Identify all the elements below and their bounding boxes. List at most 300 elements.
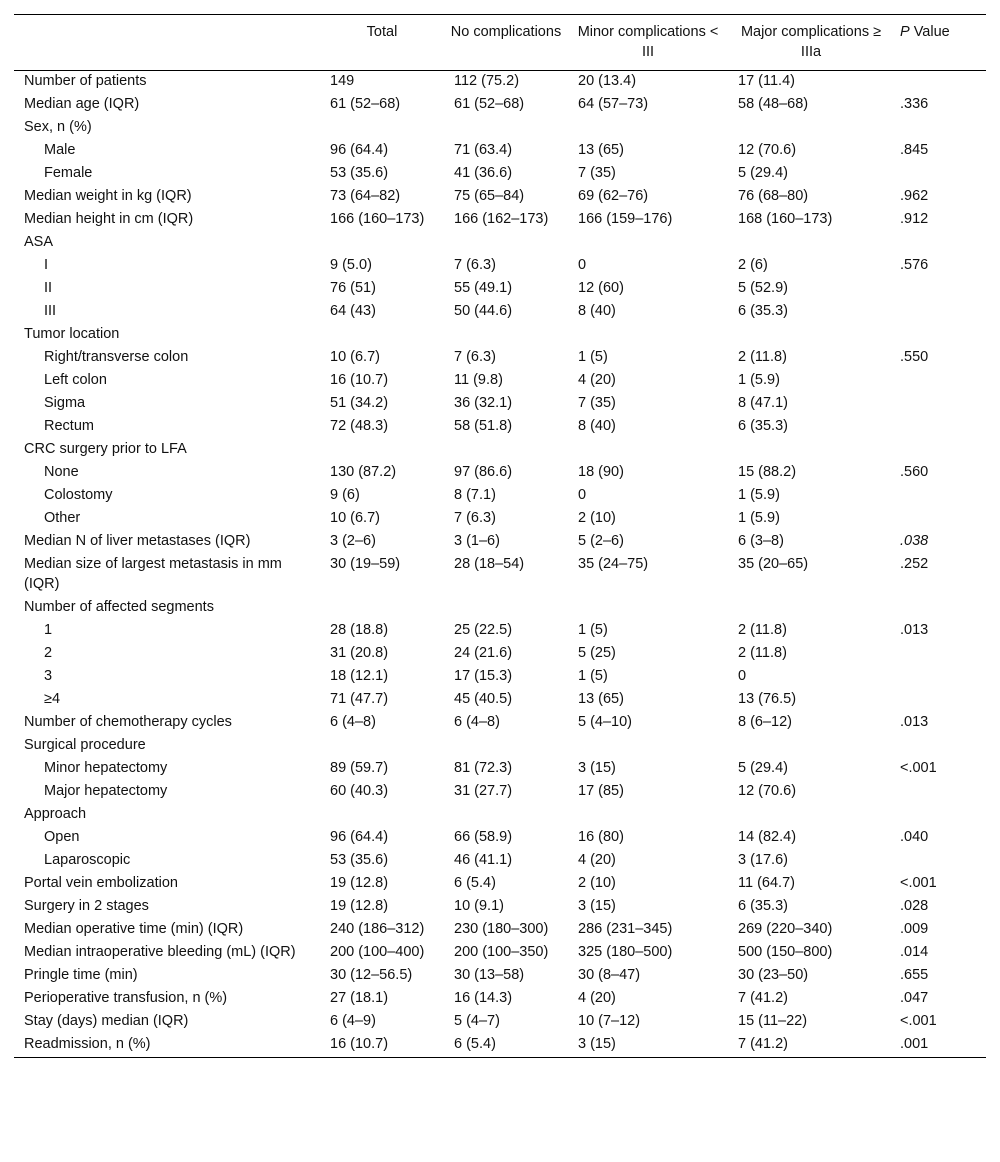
cell-p-value <box>894 163 986 186</box>
table-row <box>14 712 986 735</box>
cell-p-value <box>894 485 986 508</box>
header-p-word: Value <box>913 24 950 40</box>
row-label: 3 <box>44 668 53 684</box>
cell-no-complications: 7 (6.3) <box>454 257 496 273</box>
cell-minor-complications: 13 (65) <box>578 142 624 158</box>
cell-major-complications: 5 (29.4) <box>738 760 788 776</box>
cell-minor-complications: 13 (65) <box>578 691 624 707</box>
cell-major-complications: 6 (35.3) <box>738 303 788 319</box>
cell-p-value <box>894 278 986 301</box>
row-label: Median size of largest metastasis in mm (IQR) <box>24 556 282 592</box>
cell-no-complications: 61 (52–68) <box>454 96 525 112</box>
cell-major-complications: 269 (220–340) <box>738 921 833 937</box>
cell-major-complications: 13 (76.5) <box>738 691 797 707</box>
cell-p-value: .252 <box>900 556 929 572</box>
header-label <box>14 15 320 71</box>
cell-minor-complications: 5 (4–10) <box>578 714 633 730</box>
cell-no-complications: 28 (18–54) <box>454 556 525 572</box>
cell-total: 89 (59.7) <box>330 760 389 776</box>
table-row <box>14 965 986 988</box>
cell-minor-complications <box>568 804 728 827</box>
cell-no-complications: 24 (21.6) <box>454 645 513 661</box>
row-label: III <box>44 303 57 319</box>
table-row <box>14 416 986 439</box>
cell-minor-complications <box>568 735 728 758</box>
row-label: Tumor location <box>24 326 120 342</box>
cell-minor-complications: 7 (35) <box>578 165 616 181</box>
cell-p-value <box>894 781 986 804</box>
cell-no-complications: 45 (40.5) <box>454 691 513 707</box>
cell-minor-complications <box>568 117 728 140</box>
cell-major-complications: 15 (11–22) <box>738 1013 808 1029</box>
row-label: II <box>44 280 53 296</box>
cell-total: 96 (64.4) <box>330 142 389 158</box>
cell-major-complications: 6 (35.3) <box>738 898 788 914</box>
cell-no-complications: 17 (15.3) <box>454 668 513 684</box>
cell-major-complications: 15 (88.2) <box>738 464 797 480</box>
cell-major-complications: 0 <box>738 668 747 684</box>
row-label: Readmission, n (%) <box>24 1036 151 1052</box>
cell-minor-complications: 69 (62–76) <box>578 188 649 204</box>
cell-major-complications: 6 (3–8) <box>738 533 784 549</box>
cell-no-complications: 166 (162–173) <box>454 211 549 227</box>
table-row <box>14 301 986 324</box>
cell-total <box>320 324 444 347</box>
table-row <box>14 850 986 873</box>
cell-no-complications: 5 (4–7) <box>454 1013 500 1029</box>
cell-major-complications: 7 (41.2) <box>738 1036 788 1052</box>
cell-major-complications: 168 (160–173) <box>738 211 833 227</box>
row-label: Median operative time (min) (IQR) <box>24 921 244 937</box>
row-label: Colostomy <box>44 487 113 503</box>
row-label: Surgical procedure <box>24 737 146 753</box>
row-label: 1 <box>44 622 53 638</box>
cell-major-complications: 5 (52.9) <box>738 280 788 296</box>
cell-no-complications <box>444 117 568 140</box>
cell-total: 149 <box>330 73 355 89</box>
row-label: Right/transverse colon <box>44 349 189 365</box>
row-label: Laparoscopic <box>44 852 131 868</box>
cell-minor-complications: 20 (13.4) <box>578 73 637 89</box>
cell-no-complications: 230 (180–300) <box>454 921 549 937</box>
row-label: Number of chemotherapy cycles <box>24 714 232 730</box>
table-row <box>14 1011 986 1034</box>
cell-no-complications: 16 (14.3) <box>454 990 513 1006</box>
cell-minor-complications: 4 (20) <box>578 990 616 1006</box>
cell-total: 27 (18.1) <box>330 990 389 1006</box>
row-label: Number of patients <box>24 73 147 89</box>
cell-minor-complications: 64 (57–73) <box>578 96 649 112</box>
row-label: Sex, n (%) <box>24 119 92 135</box>
header-no-complications: No complications <box>450 24 562 40</box>
cell-no-complications <box>444 735 568 758</box>
header-row <box>14 15 986 71</box>
cell-p-value <box>894 597 986 620</box>
table-row <box>14 255 986 278</box>
cell-p-value <box>894 416 986 439</box>
cell-no-complications: 46 (41.1) <box>454 852 513 868</box>
cell-total: 18 (12.1) <box>330 668 389 684</box>
cell-minor-complications: 18 (90) <box>578 464 624 480</box>
cell-p-value: .962 <box>900 188 929 204</box>
cell-minor-complications: 325 (180–500) <box>578 944 673 960</box>
cell-minor-complications: 4 (20) <box>578 852 616 868</box>
cell-p-value: .009 <box>900 921 929 937</box>
cell-p-value <box>894 393 986 416</box>
row-label: Median intraoperative bleeding (mL) (IQR) <box>24 944 296 960</box>
cell-p-value <box>894 117 986 140</box>
cell-minor-complications: 16 (80) <box>578 829 624 845</box>
cell-no-complications: 58 (51.8) <box>454 418 513 434</box>
cell-no-complications: 55 (49.1) <box>454 280 513 296</box>
cell-minor-complications: 3 (15) <box>578 1036 616 1052</box>
cell-p-value <box>894 324 986 347</box>
cell-p-value <box>894 439 986 462</box>
cell-major-complications <box>728 735 894 758</box>
cell-p-value: .013 <box>900 622 929 638</box>
row-label: ≥4 <box>44 691 61 707</box>
cell-p-value <box>894 850 986 873</box>
cell-total: 19 (12.8) <box>330 898 389 914</box>
complications-table <box>14 14 986 1058</box>
row-label: Other <box>44 510 81 526</box>
cell-total: 10 (6.7) <box>330 349 380 365</box>
cell-no-complications <box>444 439 568 462</box>
table-row <box>14 232 986 255</box>
row-label: Pringle time (min) <box>24 967 138 983</box>
cell-minor-complications: 5 (25) <box>578 645 616 661</box>
table-row <box>14 988 986 1011</box>
table-row <box>14 942 986 965</box>
header-minor-complications: Minor complications < III <box>577 24 719 60</box>
cell-major-complications <box>728 324 894 347</box>
cell-major-complications: 8 (6–12) <box>738 714 793 730</box>
cell-minor-complications: 7 (35) <box>578 395 616 411</box>
cell-minor-complications: 286 (231–345) <box>578 921 673 937</box>
cell-major-complications: 1 (5.9) <box>738 487 780 503</box>
cell-total: 9 (6) <box>330 487 360 503</box>
cell-major-complications: 1 (5.9) <box>738 372 780 388</box>
cell-total: 73 (64–82) <box>330 188 401 204</box>
cell-no-complications: 41 (36.6) <box>454 165 513 181</box>
cell-total: 96 (64.4) <box>330 829 389 845</box>
header-total: Total <box>366 24 398 40</box>
cell-major-complications: 2 (6) <box>738 257 768 273</box>
cell-total: 19 (12.8) <box>330 875 389 891</box>
cell-p-value <box>894 666 986 689</box>
row-label: CRC surgery prior to LFA <box>24 441 187 457</box>
cell-major-complications: 14 (82.4) <box>738 829 797 845</box>
row-label: Surgery in 2 stages <box>24 898 149 914</box>
cell-no-complications: 97 (86.6) <box>454 464 513 480</box>
header-p-value <box>894 15 986 71</box>
row-label: Left colon <box>44 372 107 388</box>
cell-no-complications: 8 (7.1) <box>454 487 496 503</box>
cell-minor-complications <box>568 324 728 347</box>
table-container <box>14 14 986 1058</box>
table-row <box>14 140 986 163</box>
cell-minor-complications <box>568 232 728 255</box>
cell-major-complications: 8 (47.1) <box>738 395 788 411</box>
cell-no-complications: 25 (22.5) <box>454 622 513 638</box>
cell-p-value: <.001 <box>900 760 937 776</box>
row-label: Sigma <box>44 395 86 411</box>
cell-total: 30 (19–59) <box>330 556 401 572</box>
cell-minor-complications <box>568 439 728 462</box>
cell-major-complications: 1 (5.9) <box>738 510 780 526</box>
table-row <box>14 278 986 301</box>
cell-no-complications: 10 (9.1) <box>454 898 504 914</box>
cell-total: 31 (20.8) <box>330 645 389 661</box>
cell-no-complications: 31 (27.7) <box>454 783 513 799</box>
cell-total <box>320 439 444 462</box>
cell-minor-complications: 1 (5) <box>578 668 608 684</box>
cell-p-value <box>894 301 986 324</box>
cell-no-complications: 66 (58.9) <box>454 829 513 845</box>
header-major-complications: Major complications ≥ IIIa <box>740 24 882 60</box>
cell-no-complications: 112 (75.2) <box>454 73 520 89</box>
table-row <box>14 689 986 712</box>
row-label: 2 <box>44 645 53 661</box>
cell-minor-complications: 0 <box>578 487 587 503</box>
cell-major-complications: 12 (70.6) <box>738 142 797 158</box>
row-label: Median height in cm (IQR) <box>24 211 194 227</box>
row-label: None <box>44 464 79 480</box>
row-label: Open <box>44 829 80 845</box>
cell-minor-complications: 17 (85) <box>578 783 624 799</box>
cell-major-complications: 58 (48–68) <box>738 96 809 112</box>
cell-minor-complications: 166 (159–176) <box>578 211 673 227</box>
cell-total <box>320 117 444 140</box>
cell-total: 6 (4–8) <box>330 714 376 730</box>
cell-no-complications: 3 (1–6) <box>454 533 500 549</box>
table-body <box>14 71 986 1058</box>
cell-p-value: .014 <box>900 944 929 960</box>
cell-major-complications <box>728 117 894 140</box>
row-label: Median weight in kg (IQR) <box>24 188 192 204</box>
cell-total: 60 (40.3) <box>330 783 389 799</box>
row-label: ASA <box>24 234 54 250</box>
cell-total <box>320 232 444 255</box>
cell-minor-complications: 8 (40) <box>578 303 616 319</box>
cell-p-value <box>894 689 986 712</box>
cell-no-complications: 81 (72.3) <box>454 760 513 776</box>
row-label: Male <box>44 142 76 158</box>
cell-major-complications: 3 (17.6) <box>738 852 788 868</box>
table-row <box>14 485 986 508</box>
cell-major-complications <box>728 232 894 255</box>
table-row <box>14 439 986 462</box>
table-row <box>14 1034 986 1058</box>
cell-p-value: <.001 <box>900 1013 937 1029</box>
cell-total: 30 (12–56.5) <box>330 967 413 983</box>
cell-no-complications <box>444 324 568 347</box>
cell-total: 130 (87.2) <box>330 464 397 480</box>
cell-total: 6 (4–9) <box>330 1013 376 1029</box>
cell-total: 166 (160–173) <box>330 211 425 227</box>
table-row <box>14 347 986 370</box>
row-label: Portal vein embolization <box>24 875 178 891</box>
cell-p-value: .336 <box>900 96 929 112</box>
cell-p-value: .550 <box>900 349 929 365</box>
cell-p-value <box>894 508 986 531</box>
table-row <box>14 94 986 117</box>
cell-no-complications: 75 (65–84) <box>454 188 525 204</box>
cell-total: 51 (34.2) <box>330 395 389 411</box>
cell-major-complications: 76 (68–80) <box>738 188 809 204</box>
cell-total: 10 (6.7) <box>330 510 380 526</box>
cell-no-complications: 11 (9.8) <box>454 372 503 388</box>
cell-minor-complications: 1 (5) <box>578 622 608 638</box>
cell-total: 64 (43) <box>330 303 376 319</box>
cell-major-complications: 500 (150–800) <box>738 944 833 960</box>
cell-no-complications <box>444 804 568 827</box>
cell-no-complications: 6 (5.4) <box>454 875 496 891</box>
cell-p-value <box>894 804 986 827</box>
table-row <box>14 735 986 758</box>
cell-total: 71 (47.7) <box>330 691 389 707</box>
cell-total: 200 (100–400) <box>330 944 425 960</box>
cell-p-value <box>894 735 986 758</box>
row-label: Female <box>44 165 93 181</box>
cell-total: 72 (48.3) <box>330 418 389 434</box>
row-label: Major hepatectomy <box>44 783 168 799</box>
cell-major-complications: 2 (11.8) <box>738 349 787 365</box>
cell-total: 9 (5.0) <box>330 257 372 273</box>
table-row <box>14 531 986 554</box>
table-row <box>14 508 986 531</box>
table-row <box>14 666 986 689</box>
table-row <box>14 554 986 597</box>
cell-p-value: .001 <box>900 1036 929 1052</box>
cell-p-value: .560 <box>900 464 929 480</box>
cell-total: 16 (10.7) <box>330 1036 389 1052</box>
cell-p-value: .845 <box>900 142 929 158</box>
cell-minor-complications: 10 (7–12) <box>578 1013 641 1029</box>
cell-no-complications: 7 (6.3) <box>454 349 496 365</box>
cell-total: 240 (186–312) <box>330 921 425 937</box>
cell-no-complications <box>444 597 568 620</box>
cell-minor-complications: 12 (60) <box>578 280 624 296</box>
cell-total <box>320 735 444 758</box>
table-row <box>14 117 986 140</box>
cell-no-complications: 200 (100–350) <box>454 944 549 960</box>
table-row <box>14 71 986 95</box>
row-label: Number of affected segments <box>24 599 214 615</box>
cell-total: 16 (10.7) <box>330 372 389 388</box>
cell-no-complications: 30 (13–58) <box>454 967 525 983</box>
table-row <box>14 620 986 643</box>
row-label: Rectum <box>44 418 94 434</box>
cell-major-complications: 2 (11.8) <box>738 645 787 661</box>
table-row <box>14 781 986 804</box>
table-row <box>14 163 986 186</box>
table-row <box>14 758 986 781</box>
cell-no-complications: 50 (44.6) <box>454 303 513 319</box>
cell-minor-complications: 30 (8–47) <box>578 967 641 983</box>
cell-major-complications: 2 (11.8) <box>738 622 787 638</box>
cell-p-value: .013 <box>900 714 929 730</box>
row-label: I <box>44 257 49 273</box>
cell-p-value: .040 <box>900 829 929 845</box>
row-label: Perioperative transfusion, n (%) <box>24 990 228 1006</box>
cell-p-value: .047 <box>900 990 929 1006</box>
cell-no-complications: 71 (63.4) <box>454 142 513 158</box>
cell-p-value: .912 <box>900 211 929 227</box>
table-row <box>14 896 986 919</box>
cell-minor-complications: 0 <box>578 257 587 273</box>
cell-major-complications: 6 (35.3) <box>738 418 788 434</box>
table-row <box>14 209 986 232</box>
table-row <box>14 919 986 942</box>
table-row <box>14 804 986 827</box>
cell-total: 28 (18.8) <box>330 622 389 638</box>
cell-p-value: .028 <box>900 898 929 914</box>
cell-total: 61 (52–68) <box>330 96 401 112</box>
row-label: Stay (days) median (IQR) <box>24 1013 189 1029</box>
cell-major-complications <box>728 597 894 620</box>
cell-minor-complications: 4 (20) <box>578 372 616 388</box>
cell-total: 53 (35.6) <box>330 852 389 868</box>
cell-p-value <box>894 643 986 666</box>
cell-minor-complications: 2 (10) <box>578 875 616 891</box>
table-row <box>14 643 986 666</box>
cell-no-complications <box>444 232 568 255</box>
cell-minor-complications: 5 (2–6) <box>578 533 624 549</box>
table-row <box>14 462 986 485</box>
cell-minor-complications: 3 (15) <box>578 898 616 914</box>
cell-major-complications: 35 (20–65) <box>738 556 809 572</box>
row-label: Approach <box>24 806 87 822</box>
cell-major-complications: 30 (23–50) <box>738 967 809 983</box>
cell-minor-complications <box>568 597 728 620</box>
table-row <box>14 393 986 416</box>
cell-p-value <box>894 232 986 255</box>
cell-p-value: <.001 <box>900 875 937 891</box>
cell-major-complications <box>728 439 894 462</box>
row-label: Median N of liver metastases (IQR) <box>24 533 251 549</box>
cell-major-complications: 5 (29.4) <box>738 165 788 181</box>
cell-p-value: .038 <box>900 533 929 549</box>
cell-p-value: .576 <box>900 257 929 273</box>
cell-major-complications <box>728 804 894 827</box>
cell-no-complications: 6 (5.4) <box>454 1036 496 1052</box>
table-header <box>14 15 986 71</box>
cell-major-complications: 17 (11.4) <box>738 73 795 89</box>
cell-total: 3 (2–6) <box>330 533 376 549</box>
cell-major-complications: 11 (64.7) <box>738 875 795 891</box>
cell-minor-complications: 3 (15) <box>578 760 616 776</box>
cell-total: 76 (51) <box>330 280 376 296</box>
cell-total: 53 (35.6) <box>330 165 389 181</box>
table-row <box>14 370 986 393</box>
cell-minor-complications: 2 (10) <box>578 510 616 526</box>
row-label: Median age (IQR) <box>24 96 140 112</box>
cell-total <box>320 597 444 620</box>
table-row <box>14 324 986 347</box>
table-row <box>14 186 986 209</box>
cell-no-complications: 7 (6.3) <box>454 510 496 526</box>
cell-p-value <box>894 370 986 393</box>
cell-minor-complications: 35 (24–75) <box>578 556 649 572</box>
cell-major-complications: 7 (41.2) <box>738 990 788 1006</box>
cell-p-value <box>894 71 986 95</box>
cell-p-value: .655 <box>900 967 929 983</box>
table-row <box>14 827 986 850</box>
table-row <box>14 873 986 896</box>
cell-minor-complications: 8 (40) <box>578 418 616 434</box>
cell-minor-complications: 1 (5) <box>578 349 608 365</box>
